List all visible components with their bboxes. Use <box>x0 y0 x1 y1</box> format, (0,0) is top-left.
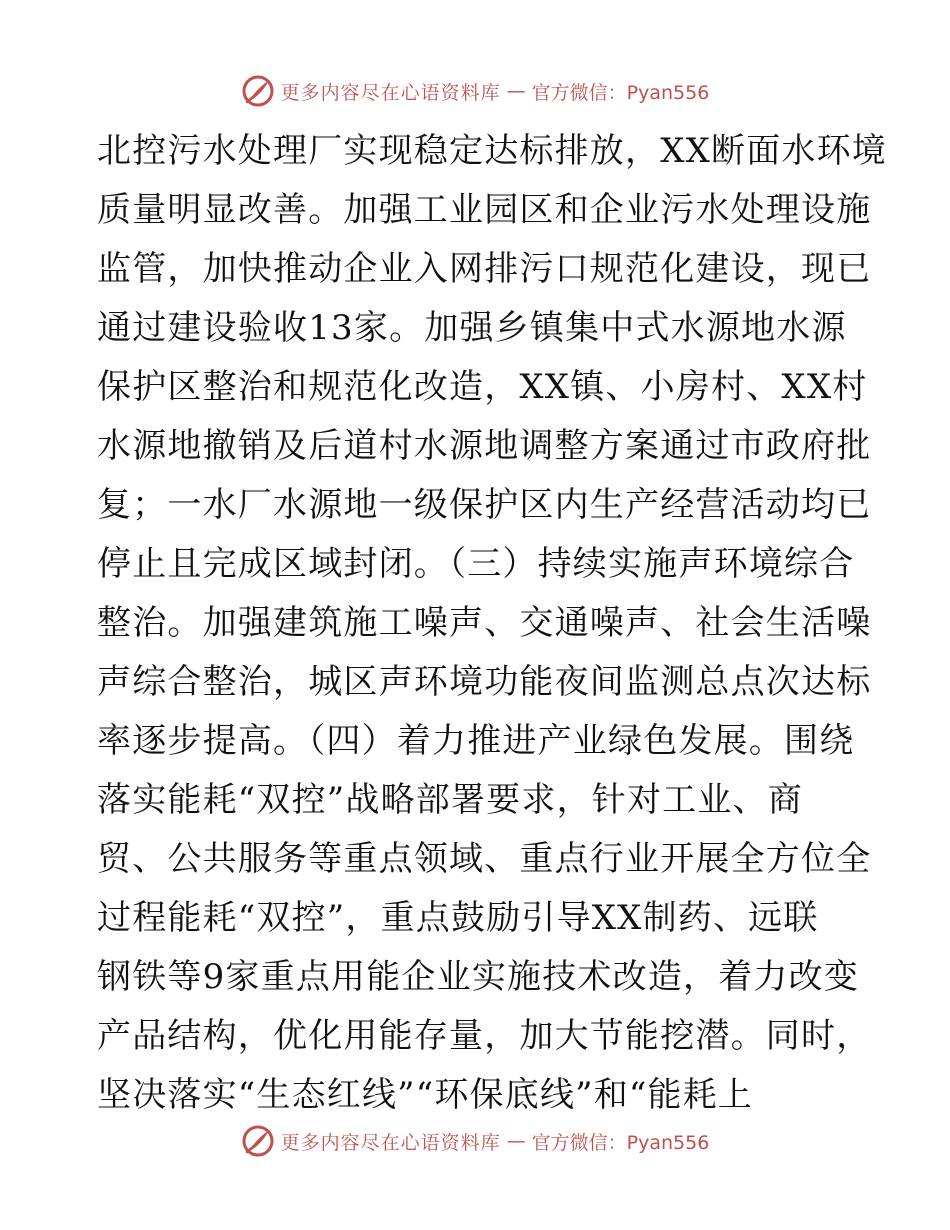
text-line: 贸、公共服务等重点领域、重点行业开展全方位全 <box>97 839 872 879</box>
text-line: 坚决落实“生态红线”“环保底线”和“能耗上 <box>97 1075 754 1115</box>
text-line: 监管，加快推动企业入网排污口规范化建设，现已 <box>97 249 872 289</box>
text-line: 率逐步提高。（四）着力推进产业绿色发展。围绕 <box>97 721 855 761</box>
text-line: 水源地撤销及后道村水源地调整方案通过市政府批 <box>97 426 872 466</box>
header-banner <box>0 74 950 108</box>
text-line: 北控污水处理厂实现稳定达标排放，XX断面水环境 <box>97 131 888 171</box>
footer-separator: — <box>506 1130 526 1152</box>
text-line: 整治。加强建筑施工噪声、交通噪声、社会生活噪 <box>97 603 872 643</box>
header-separator: — <box>506 80 526 102</box>
text-line: 停止且完成区域封闭。（三）持续实施声环境综合 <box>97 544 855 584</box>
document-body <box>97 122 888 1125</box>
header-wechat-text: 官方微信：Pyan556 <box>531 81 710 104</box>
text-line: 质量明显改善。加强工业园区和企业污水处理设施 <box>97 190 872 230</box>
text-line: 复；一水厂水源地一级保护区内生产经营活动均已 <box>97 485 872 525</box>
quill-logo-icon <box>241 1124 275 1158</box>
footer-brand-text: 更多内容尽在心语资料库 <box>280 1131 501 1154</box>
text-line: 钢铁等9家重点用能企业实施技术改造，着力改变 <box>97 957 860 997</box>
text-line: 保护区整治和规范化改造，XX镇、小房村、XX村 <box>97 367 868 407</box>
header-brand-text: 更多内容尽在心语资料库 <box>280 81 501 104</box>
footer-banner <box>0 1124 950 1158</box>
text-line: 通过建设验收13家。加强乡镇集中式水源地水源 <box>97 308 847 348</box>
quill-logo-icon <box>241 74 275 108</box>
text-line: 声综合整治，城区声环境功能夜间监测总点次达标 <box>97 662 872 702</box>
text-line: 过程能耗“双控”，重点鼓励引导XX制药、远联 <box>97 898 819 938</box>
footer-wechat-text: 官方微信：Pyan556 <box>531 1131 710 1154</box>
text-line: 落实能耗“双控”战略部署要求，针对工业、商 <box>97 780 803 820</box>
text-line: 产品结构，优化用能存量，加大节能挖潜。同时， <box>97 1016 872 1056</box>
